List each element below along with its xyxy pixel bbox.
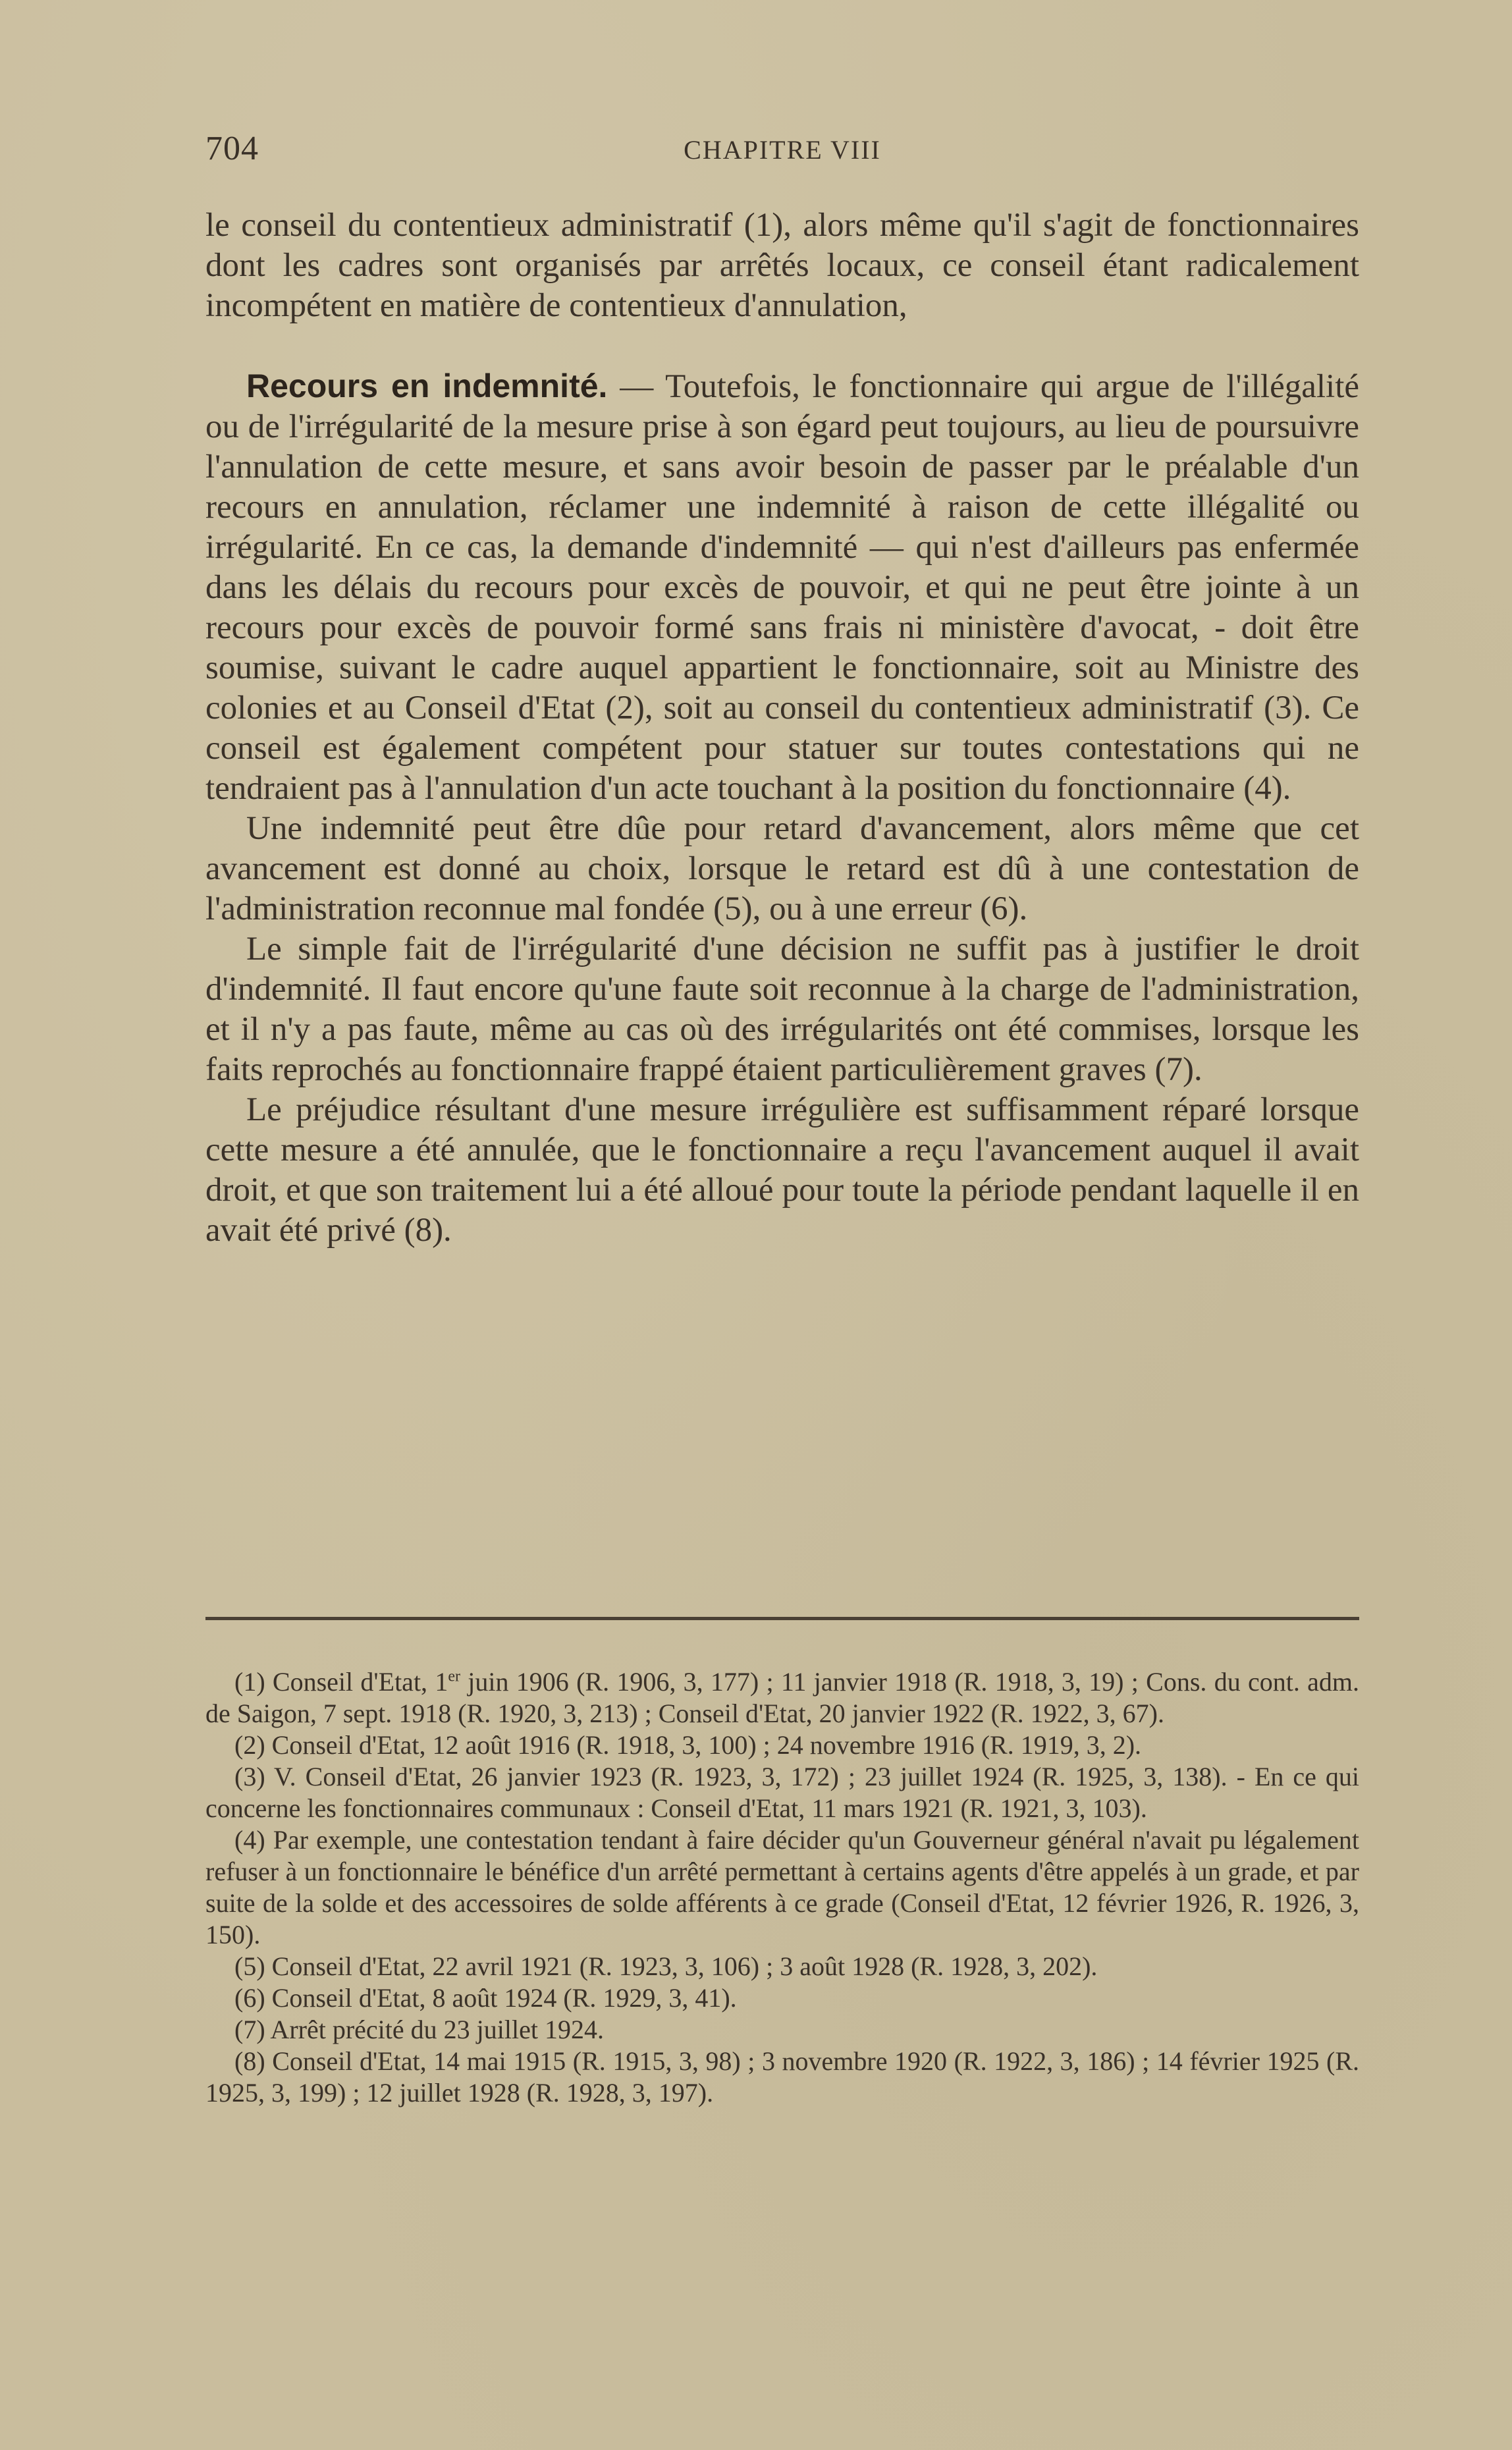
footnote-7: (7) Arrêt précité du 23 juillet 1924. — [234, 2015, 604, 2044]
paragraph-spacer — [205, 326, 1359, 366]
paragraph-text: — Toutefois, le fonctionnaire qui argue de l'illégalité ou de l'irrégularité de la mesure prise à son égard peut toujours, au lieu de poursuivre l'annulation de cette mesure, et sans avoir besoin de passer par le préalable d'un recours en annulation, réclamer une indemnité à raison de cette illégalité ou irrégularité. En ce cas, la demande d'indemnité — qui n'est d'ailleurs pas enfermée dans les délais du recours pour excès de pouvoir, et qui ne peut être jointe à un recours pour excès de pouvoir formé sans frais ni ministère d'avocat, - doit être soumise, suivant le cadre auquel appartient le fonctionnaire, soit au Ministre des colonies et au Conseil d'Etat (2), soit au conseil du contentieux administratif (3). Ce conseil est également compétent pour statuer sur toutes contestations qui ne tendraient pas à l'annulation d'un acte touchant à la position du fonctionnaire (4). — [205, 368, 1359, 807]
footnote-6: (6) Conseil d'Etat, 8 août 1924 (R. 1929, 3, 41). — [234, 1983, 737, 2013]
section-heading: Recours en indemnité. — [246, 368, 608, 404]
footnote-text: juin 1906 (R. 1906, 3, 177) ; 11 janvier 1918 (R. 1918, 3, 19) ; Cons. du cont. adm. de Saigon, 7 sept. 1918 (R. 1920, 3, 213) ; Conseil d'Etat, 20 janvier 1922 (R. 1922, 3, 67). — [205, 1667, 1359, 1728]
running-head — [205, 129, 1359, 175]
footnote-1 — [205, 1666, 1359, 1729]
footnotes — [205, 1666, 1359, 2109]
footnote-8: (8) Conseil d'Etat, 14 mai 1915 (R. 1915, 3, 98) ; 3 novembre 1920 (R. 1922, 3, 186) ; 14 février 1925 (R. 1925, 3, 199) ; 12 juillet 1928 (R. 1928, 3, 197). — [205, 2046, 1359, 2108]
footnote-3: (3) V. Conseil d'Etat, 26 janvier 1923 (R. 1923, 3, 172) ; 23 juillet 1924 (R. 1925, 3, 138). - En ce qui concerne les fonctionnaires communaux : Conseil d'Etat, 11 mars 1921 (R. 1921, 3, 103). — [205, 1762, 1359, 1823]
footnote-2: (2) Conseil d'Etat, 12 août 1916 (R. 1918, 3, 100) ; 24 novembre 1916 (R. 1919, 3, 2). — [234, 1730, 1142, 1760]
paragraph-retard-avancement: Une indemnité peut être dûe pour retard d'avancement, alors même que cet avancement est donné au choix, lorsque le retard est dû à une contestation de l'administration reconnue mal fondée (5), ou à une erreur (6). — [205, 810, 1359, 927]
footnote-superscript: er — [448, 1668, 460, 1685]
body-text — [205, 205, 1359, 1251]
paragraph-continuation: le conseil du contentieux administratif (1), alors même qu'il s'agit de fonctionnaires dont les cadres sont organisés par arrêtés locaux, ce conseil étant radicalement incompétent en matière de contentieux d'annulation, — [205, 207, 1359, 324]
chapter-title: CHAPITRE VIII — [684, 135, 881, 165]
paragraph-recours-en-indemnite — [205, 366, 1359, 809]
footnote-divider — [205, 1617, 1359, 1620]
page-number: 704 — [205, 130, 259, 167]
footnote-4: (4) Par exemple, une contestation tendant à faire décider qu'un Gouverneur général n'avait pu légalement refuser à un fonctionnaire le bénéfice d'un arrêté permettant à certains agents d'être appelés à un grade, et par suite de la solde et des accessoires de solde afférents à ce grade (Conseil d'Etat, 12 février 1926, R. 1926, 3, 150). — [205, 1825, 1359, 1949]
footnote-text: (1) Conseil d'Etat, 1 — [234, 1667, 448, 1697]
paragraph-irregularite: Le simple fait de l'irrégularité d'une décision ne suffit pas à justifier le droit d'indemnité. Il faut encore qu'une faute soit reconnue à la charge de l'administration, et il n'y a pas faute, même au cas où des irrégularités ont été commises, lorsque les faits reprochés au fonctionnaire frappé étaient particulièrement graves (7). — [205, 931, 1359, 1088]
footnote-5: (5) Conseil d'Etat, 22 avril 1921 (R. 1923, 3, 106) ; 3 août 1928 (R. 1928, 3, 202). — [234, 1951, 1098, 1981]
paragraph-prejudice: Le préjudice résultant d'une mesure irrégulière est suffisamment réparé lorsque cette mesure a été annulée, que le fonctionnaire a reçu l'avancement auquel il avait droit, et que son traitement lui a été alloué pour toute la période pendant laquelle il en avait été privé (8). — [205, 1091, 1359, 1249]
